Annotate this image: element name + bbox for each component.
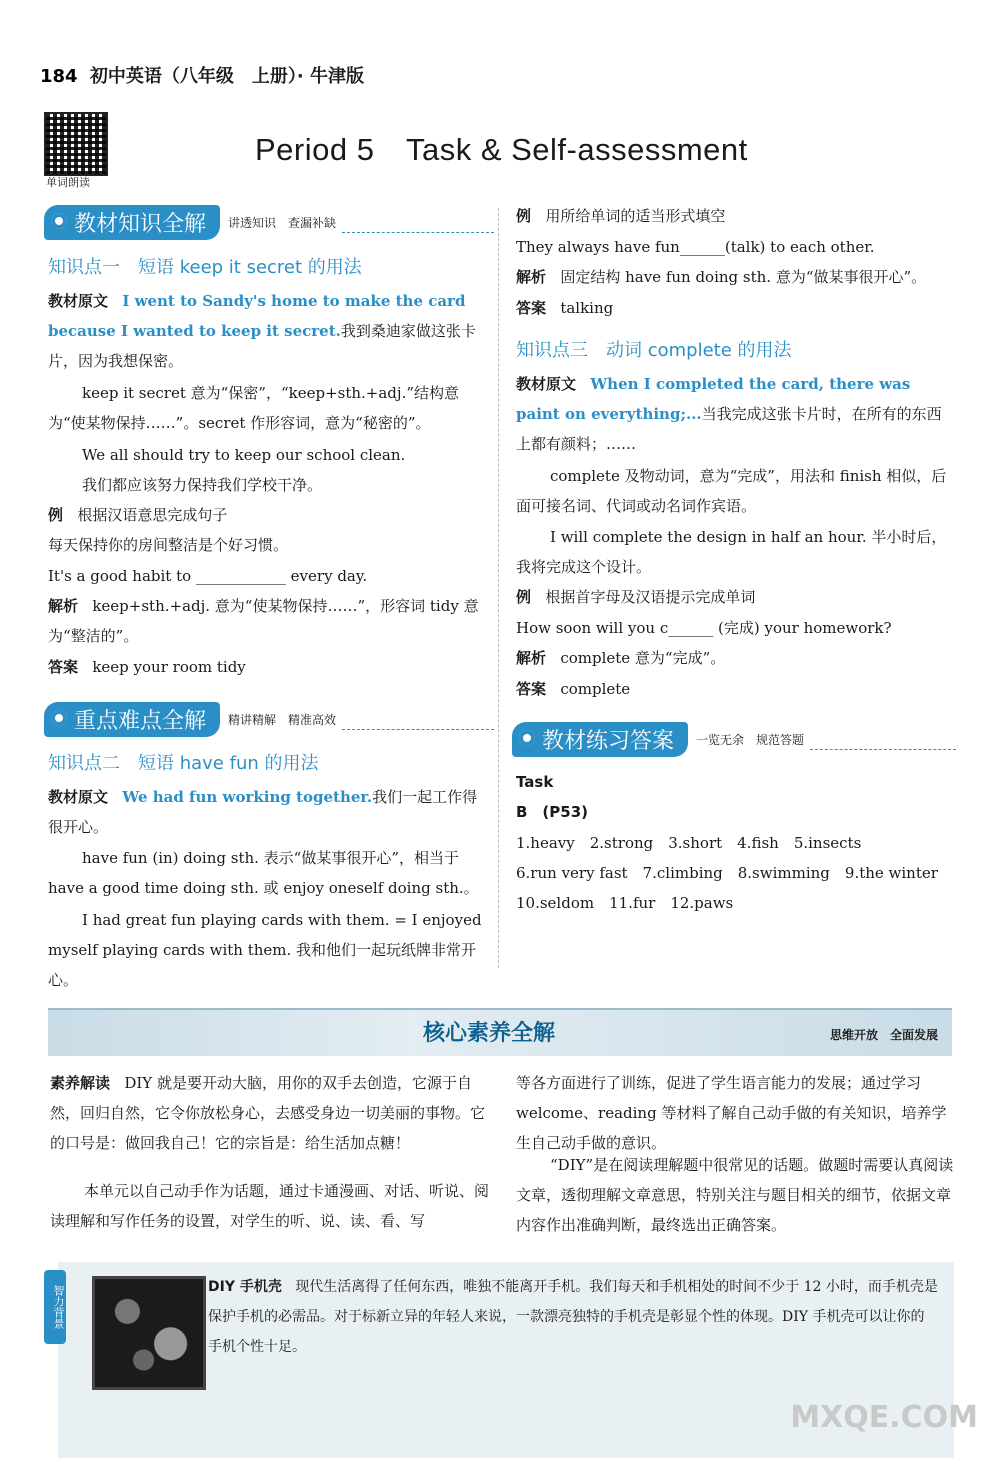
k3-analysis: 解析 complete 意为“完成”。: [516, 649, 726, 667]
answers-task: Task: [516, 773, 554, 791]
answers-row-2: 6.run very fast 7.climbing 8.swimming 9.the winter: [516, 864, 938, 882]
k1-analysis: 解析 keep+sth.+adj. 意为“使某物保持……”，形容词 tidy 意为“整洁的”。: [48, 597, 479, 645]
k3-heading: 知识点三 动词 complete 的用法: [516, 340, 792, 361]
banner-tag: 一览无余 规范答题: [696, 732, 805, 747]
phone-case-image: [92, 1276, 206, 1390]
core-left-2: 本单元以自己动手作为话题，通过卡通漫画、对话、听说、阅读理解和写作任务的设置，对学生的听、说、读、看、写: [50, 1182, 490, 1230]
core-tag: 思维开放 全面发展: [829, 1028, 938, 1042]
k1-example-en: We all should try to keep our school clean.: [82, 446, 406, 464]
banner-label: 重点难点全解: [44, 702, 220, 737]
k1-question-zh: 每天保持你的房间整洁是个好习惯。: [48, 536, 289, 554]
k2-heading: 知识点二 短语 have fun 的用法: [48, 753, 319, 774]
banner-tag: 讲透知识 查漏补缺: [228, 215, 337, 230]
qr-code-icon[interactable]: [44, 112, 108, 176]
k3-exercise: 例 根据首字母及汉语提示完成单词: [516, 588, 756, 606]
k2-original: 教材原文 We had fun working together.我们一起工作得很开心。: [48, 788, 478, 836]
core-left: 素养解读 DIY 就是要开动大脑，用你的双手去创造，它源于自然，回归自然，它令你放松身心，去感受身边一切美丽的事物。它的口号是：做回我自己！它的宗旨是：给生活加点糖！: [50, 1074, 486, 1152]
k3-answer: 答案 complete: [516, 680, 631, 698]
k1-explain: keep it secret 意为“保密”，“keep+sth.+adj.”结构意为“使某物保持……”。secret 作形容词，意为“秘密的”。: [48, 384, 460, 432]
answers-b: B (P53): [516, 803, 589, 821]
page-title: Period 5 Task & Self-assessment: [255, 132, 748, 167]
core-right: 等各方面进行了训练，促进了学生语言能力的发展；通过学习 welcome、reading 等材料了解自己动手做的有关知识，培养学生自己动手做的意识。: [516, 1074, 947, 1152]
k2-example: I had great fun playing cards with them. = I enjoyed myself playing cards with them. 我和他们一起玩纸牌非常开心。: [48, 911, 482, 989]
k3-explain: complete 及物动词，意为“完成”，用法和 finish 相似，后面可接名词、代词或动名词作宾语。: [516, 467, 947, 515]
answers-row-1: 1.heavy 2.strong 3.short 4.fish 5.insects: [516, 834, 862, 852]
banner-label: 教材知识全解: [44, 205, 220, 240]
k2b-exercise: 例 用所给单词的适当形式填空: [516, 207, 726, 225]
k1-example-zh: 我们都应该努力保持我们学校干净。: [82, 476, 323, 494]
core-title: 核心素养全解: [423, 1021, 556, 1046]
k1-original: 教材原文 I went to Sandy's home to make the card because I wanted to keep it secret.我到桑迪家做这张卡片，因为我想保密。: [48, 292, 476, 370]
page-header: [40, 62, 364, 88]
k3-original: 教材原文 When I completed the card, there was paint on everything;...当我完成这张卡片时，在所有的东西上都有颜料；……: [516, 375, 942, 453]
diy-text: DIY 手机壳 现代生活离得了任何东西，唯独不能离开手机。我们每天和手机相处的时间不少于 12 小时，而手机壳是保护手机的必需品。对于标新立异的年轻人来说，一款漂亮独特的手机壳是彰显个性的体现。DIY 手机壳可以让你的手机个性十足。: [208, 1279, 938, 1355]
banner-label: 教材练习答案: [512, 722, 688, 757]
k1-answer: 答案 keep your room tidy: [48, 658, 246, 676]
k1-exercise: 例 根据汉语意思完成句子: [48, 506, 228, 524]
k3-example: I will complete the design in half an hour. 半小时后，我将完成这个设计。: [516, 528, 947, 576]
page-number: 184: [40, 66, 78, 87]
column-divider: [498, 208, 500, 968]
k1-heading: 知识点一 短语 keep it secret 的用法: [48, 257, 362, 278]
core-banner: [48, 1008, 952, 1056]
k2b-analysis: 解析 固定结构 have fun doing sth. 意为“做某事很开心”。: [516, 268, 927, 286]
diy-side-tag: 智力背景: [44, 1270, 66, 1344]
book-title: 初中英语（八年级 上册）· 牛津版: [89, 66, 364, 87]
k1-question-en: It's a good habit to ____________ every day.: [48, 567, 368, 585]
core-right-2: “DIY”是在阅读理解题中很常见的话题。做题时需要认真阅读文章，透彻理解文章意思，特别关注与题目相关的细节，依据文章内容作出准确判断，最终选出正确答案。: [516, 1156, 954, 1234]
banner-key-points: [44, 702, 494, 736]
banner-textbook-knowledge: [44, 205, 494, 239]
k2-explain: have fun (in) doing sth. 表示“做某事很开心”，相当于 have a good time doing sth. 或 enjoy oneself doing sth.。: [48, 849, 479, 897]
banner-tag: 精讲精解 精准高效: [228, 712, 337, 727]
watermark: MXQE.COM: [790, 1400, 978, 1435]
answers-row-3: 10.seldom 11.fur 12.paws: [516, 894, 734, 912]
qr-label: 单词朗读: [46, 176, 90, 189]
k2b-answer: 答案 talking: [516, 299, 614, 317]
banner-exercise-answers: [512, 722, 956, 756]
k2b-question: They always have fun______(talk) to each other.: [516, 238, 875, 256]
k3-question: How soon will you c______ (完成) your homework?: [516, 619, 892, 637]
